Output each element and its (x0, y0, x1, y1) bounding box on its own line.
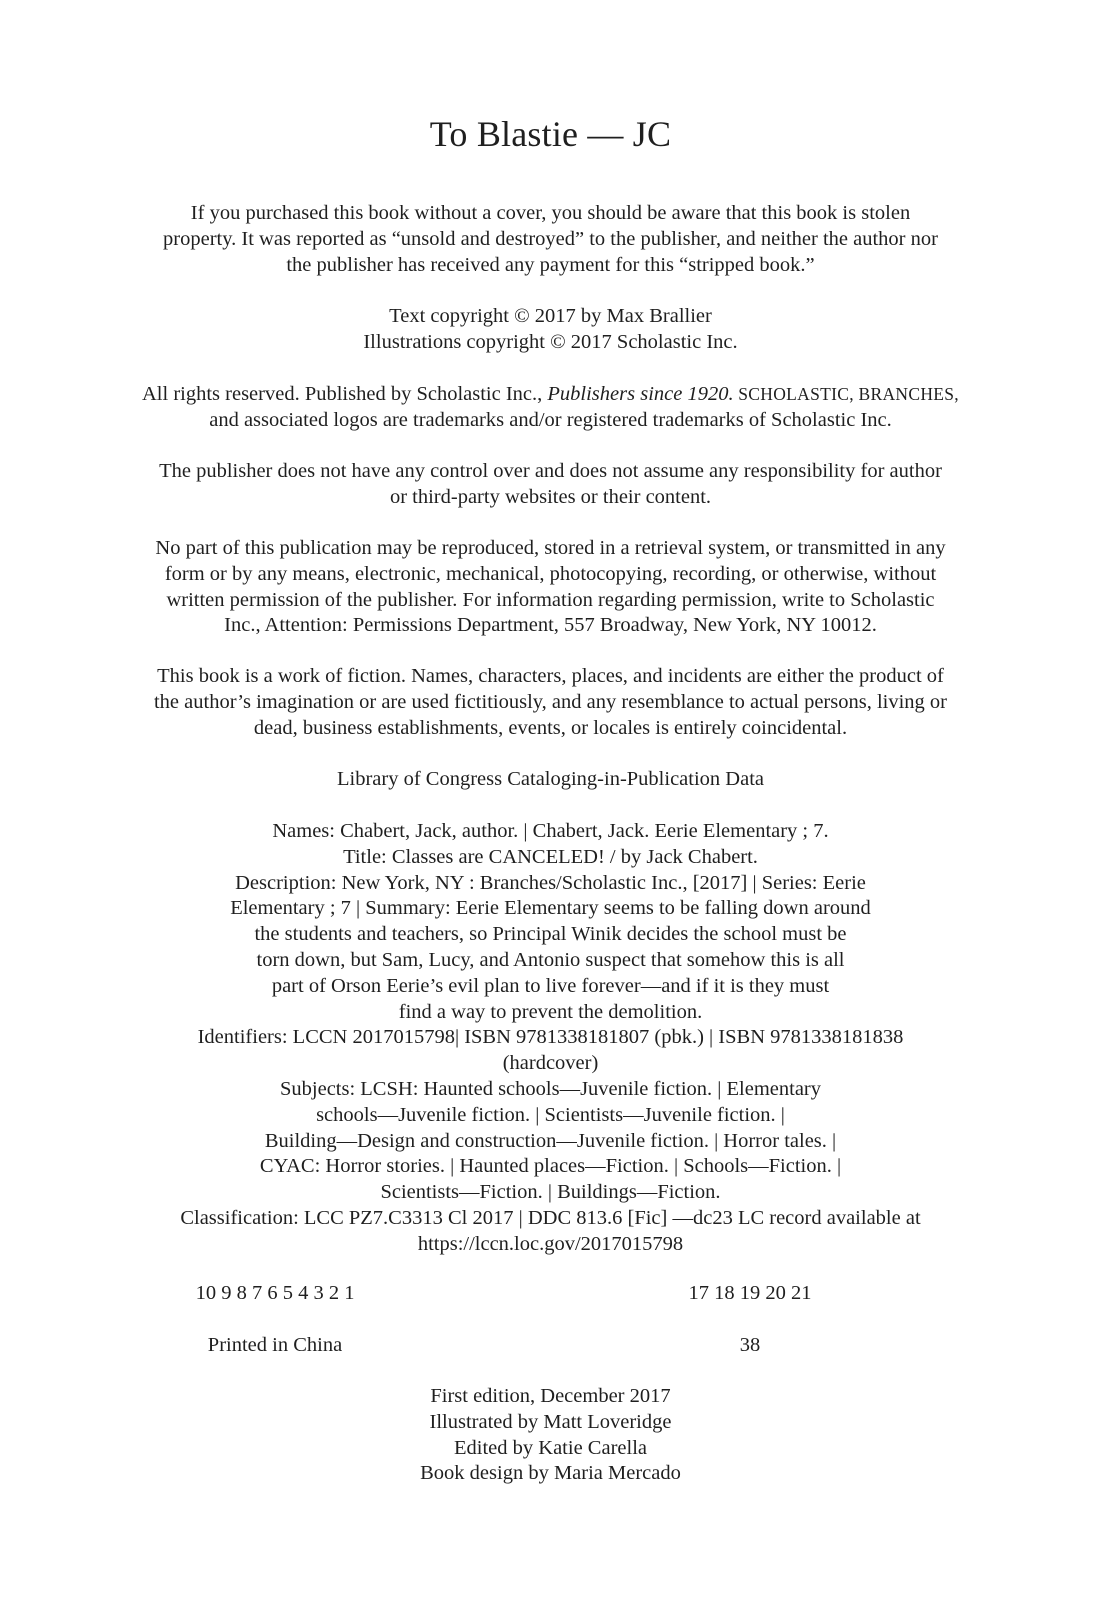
notice-line: dead, business establishments, events, or locales is entirely coincidental. (253, 716, 848, 739)
cip-line: (hardcover) (502, 1052, 599, 1075)
dedication: To Blastie — JC (429, 114, 672, 154)
cip-line: torn down, but Sam, Lucy, and Antonio suspect that somehow this is all (256, 948, 845, 971)
cip-line: Identifiers: LCCN 2017015798| ISBN 9781338181807 (pbk.) | ISBN 9781338181838 (197, 1026, 904, 1049)
cip-line: Scientists—Fiction. | Buildings—Fiction. (380, 1181, 721, 1204)
notice-line: If you purchased this book without a cover, you should be aware that this book is stolen (190, 202, 911, 224)
printed-in: Printed in China (207, 1334, 343, 1356)
websites-notice (80, 459, 1021, 511)
illustrator-credit: Illustrated by Matt Loveridge (429, 1410, 672, 1433)
cip-line: Title: Classes are CANCELED! / by Jack Chabert. (343, 845, 758, 868)
notice-line: property. It was reported as “unsold and destroyed” to the publisher, and neither the author nor (163, 227, 938, 250)
notice-line: form or by any means, electronic, mechanical, photocopying, recording, or otherwise, without (164, 562, 937, 585)
rights-notice (80, 382, 1021, 434)
print-line: 10 9 8 7 6 5 4 3 2 1 (195, 1282, 355, 1304)
illustrations-copyright: Illustrations copyright © 2017 Scholastic Inc. (363, 330, 738, 353)
stripped-book-notice (80, 201, 1021, 278)
rights-line-1 (80, 382, 1021, 408)
trademark-names: SCHOLASTIC, BRANCHES, (733, 384, 959, 404)
cip-line: Building—Design and construction—Juvenile fiction. | Horror tales. | (264, 1129, 837, 1152)
text-copyright: Text copyright © 2017 by Max Brallier (389, 305, 712, 327)
cip-line: Classification: LCC PZ7.C3313 Cl 2017 | DDC 813.6 [Fic] —dc23 LC record available at (180, 1206, 921, 1229)
cip-line: Elementary ; 7 | Summary: Eerie Elementary seems to be falling down around (230, 897, 871, 920)
reproduction-notice (80, 536, 1021, 639)
cip-line: the students and teachers, so Principal Winik decides the school must be (254, 923, 847, 946)
year-line: 17 18 19 20 21 (688, 1282, 812, 1304)
notice-line: the publisher has received any payment for this “stripped book.” (286, 253, 815, 276)
cip-line: schools—Juvenile fiction. | Scientists—Juvenile fiction. | (316, 1103, 785, 1126)
notice-line: The publisher does not have any control over and does not assume any responsibility for author (159, 460, 942, 482)
editor-credit: Edited by Katie Carella (454, 1436, 647, 1459)
edition-credits (80, 1384, 1021, 1487)
cip-heading: Library of Congress Cataloging-in-Publication Data (337, 768, 764, 790)
cip-line: Subjects: LCSH: Haunted schools—Juvenile fiction. | Elementary (280, 1077, 821, 1100)
first-edition: First edition, December 2017 (430, 1385, 671, 1407)
cip-data (80, 819, 1021, 1258)
notice-line: Inc., Attention: Permissions Department, 557 Broadway, New York, NY 10012. (224, 614, 877, 637)
copyright-lines (80, 304, 1021, 356)
cip-line: Names: Chabert, Jack, author. | Chabert, Jack. Eerie Elementary ; 7. (272, 820, 829, 842)
rights-line-2: and associated logos are trademarks and/or registered trademarks of Scholastic Inc. (209, 408, 892, 431)
fiction-notice (80, 664, 1021, 741)
notice-line: This book is a work of fiction. Names, characters, places, and incidents are either the product of (157, 665, 944, 687)
designer-credit: Book design by Maria Mercado (420, 1462, 681, 1485)
publishers-since: Publishers since 1920. (547, 383, 734, 405)
cip-line: part of Orson Eerie’s evil plan to live forever—and if it is they must (271, 974, 830, 997)
notice-line: or third-party websites or their content. (389, 485, 712, 508)
cip-line: https://lccn.loc.gov/2017015798 (417, 1232, 684, 1255)
cip-line: CYAC: Horror stories. | Haunted places—Fiction. | Schools—Fiction. | (259, 1155, 842, 1178)
printing-code: 38 (739, 1334, 761, 1356)
cip-line: find a way to prevent the demolition. (398, 1000, 703, 1023)
cip-line: Description: New York, NY : Branches/Scholastic Inc., [2017] | Series: Eerie (235, 871, 866, 894)
notice-line: the author’s imagination or are used fictitiously, and any resemblance to actual persons, living or (153, 690, 947, 713)
notice-line: No part of this publication may be reproduced, stored in a retrieval system, or transmitted in any (155, 537, 946, 559)
rights-text: All rights reserved. Published by Scholastic Inc., (142, 383, 548, 405)
notice-line: written permission of the publisher. For information regarding permission, write to Scholastic (166, 588, 935, 611)
